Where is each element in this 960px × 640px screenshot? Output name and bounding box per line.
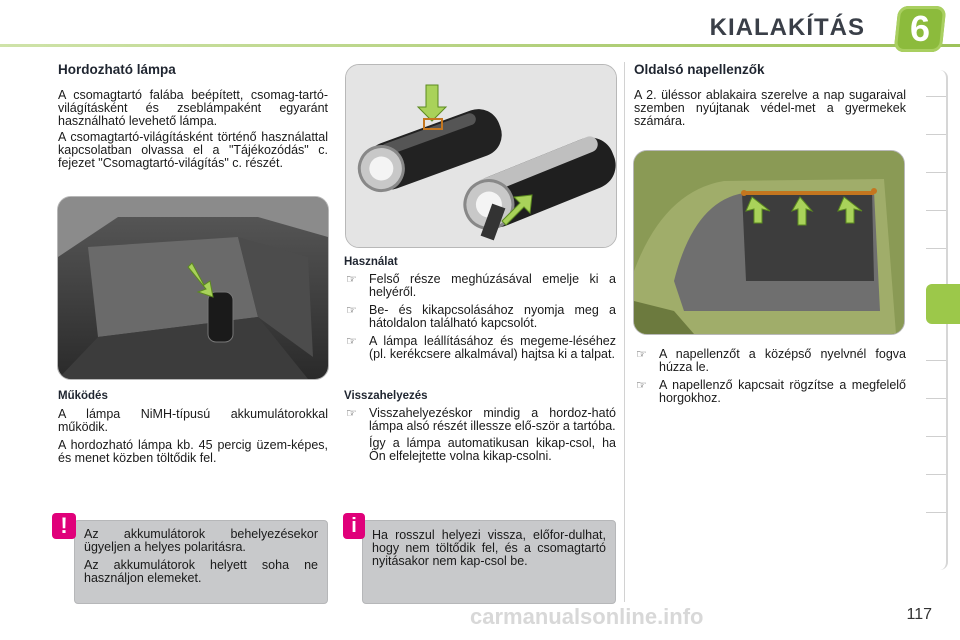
warning-text: Az akkumulátorok helyett soha ne használjon elemeket. [84, 558, 318, 585]
tab-divider [926, 360, 946, 361]
chapter-title: KIALAKÍTÁS [709, 14, 865, 41]
list-item: ☞ A lámpa leállításához és megeme-léséhez (pl. kerékcsere alkalmával) hajtsa ki a talpat. [346, 334, 616, 361]
sunshade-image [633, 150, 905, 335]
hand-pointer-icon: ☞ [346, 334, 357, 348]
lamp-image [345, 64, 617, 248]
list-item: ☞ A napellenző kapcsait rögzítse a megfelelő horgokhoz. [636, 378, 906, 405]
tab-divider [926, 474, 946, 475]
column-divider [624, 62, 625, 602]
warning-icon: ! [52, 513, 76, 539]
usage-section [344, 256, 616, 366]
list-item: ☞ A napellenzőt a középső nyelvnél fogva húzza le. [636, 347, 906, 374]
tab-divider [926, 398, 946, 399]
trunk-illustration [58, 197, 328, 379]
tab-divider [926, 134, 946, 135]
paragraph: A hordozható lámpa kb. 45 percig üzem-képes, és menet közben töltődik fel. [58, 438, 328, 465]
reinsertion-section [344, 390, 616, 463]
reinsertion-list [344, 407, 616, 433]
info-icon: i [343, 513, 365, 539]
tab-divider [926, 512, 946, 513]
paragraph: A lámpa NiMH-típusú akkumulátorokkal működik. [58, 407, 328, 434]
paragraph: Így a lámpa automatikusan kikap-csol, ha Ön elfelejtette volna kikap-csolni. [369, 436, 616, 463]
trunk-lamp-image [57, 196, 329, 380]
right-column [634, 62, 906, 128]
watermark: carmanualsonline.info [470, 604, 704, 629]
chapter-number-badge [894, 6, 947, 52]
hand-pointer-icon: ☞ [636, 347, 647, 361]
page-number: 117 [906, 606, 932, 623]
left-column [58, 62, 328, 170]
tab-divider [926, 436, 946, 437]
warning-text: Az akkumulátorok behelyezésekor ügyeljen a helyes polaritásra. [84, 527, 318, 554]
list-item: ☞ Be- és kikapcsolásához nyomja meg a hátoldalon található kapcsolót. [346, 303, 616, 330]
paragraph: A csomagtartó-világításként történő használattal kapcsolatban olvassa el a "Tájékozódás" c. fejezet "Csomagtartó-világítás" c. részét. [58, 130, 328, 170]
hand-pointer-icon: ☞ [346, 303, 357, 317]
sunshade-list [634, 348, 906, 405]
section-heading-operation: Működés [58, 390, 108, 402]
info-notice [362, 520, 616, 604]
header-rule [0, 44, 960, 47]
chapter-number: 6 [909, 8, 931, 49]
usage-list [344, 273, 616, 361]
section-heading-usage: Használat [344, 256, 398, 268]
tab-divider [926, 248, 946, 249]
chapter-tab-active[interactable] [926, 284, 960, 324]
list-item: ☞ Felső része meghúzásával emelje ki a helyéről. [346, 272, 616, 299]
tab-divider [926, 210, 946, 211]
hand-pointer-icon: ☞ [346, 272, 357, 286]
section-heading-portable-lamp: Hordozható lámpa [58, 62, 176, 77]
section-heading-sunshades: Oldalsó napellenzők [634, 62, 765, 77]
paragraph: A csomagtartó falába beépített, csomag-tartó-világításként és zseblámpaként egyaránt használható levehető lámpa. [58, 88, 328, 128]
sunshade-illustration [634, 151, 904, 334]
info-text: Ha rosszul helyezi vissza, előfor-dulhat, hogy nem töltődik fel, és a csomagtartó nyitásakor nem kap-csol be. [372, 528, 606, 568]
hand-pointer-icon: ☞ [346, 406, 357, 420]
lamp-illustration [346, 65, 616, 247]
paragraph: A 2. üléssor ablakaira szerelve a nap sugaraival szemben nyújtanak védel-met a gyermekek számára. [634, 88, 906, 128]
hand-pointer-icon: ☞ [636, 378, 647, 392]
tab-divider [926, 96, 946, 97]
section-heading-reinsertion: Visszahelyezés [344, 390, 428, 402]
tab-divider [926, 172, 946, 173]
list-item: ☞ Visszahelyezéskor mindig a hordoz-ható lámpa alsó részét illessze elő-ször a tartóba. [346, 406, 616, 433]
sunshade-instructions [634, 348, 906, 410]
warning-notice [74, 520, 328, 604]
left-operation-section [58, 390, 328, 465]
